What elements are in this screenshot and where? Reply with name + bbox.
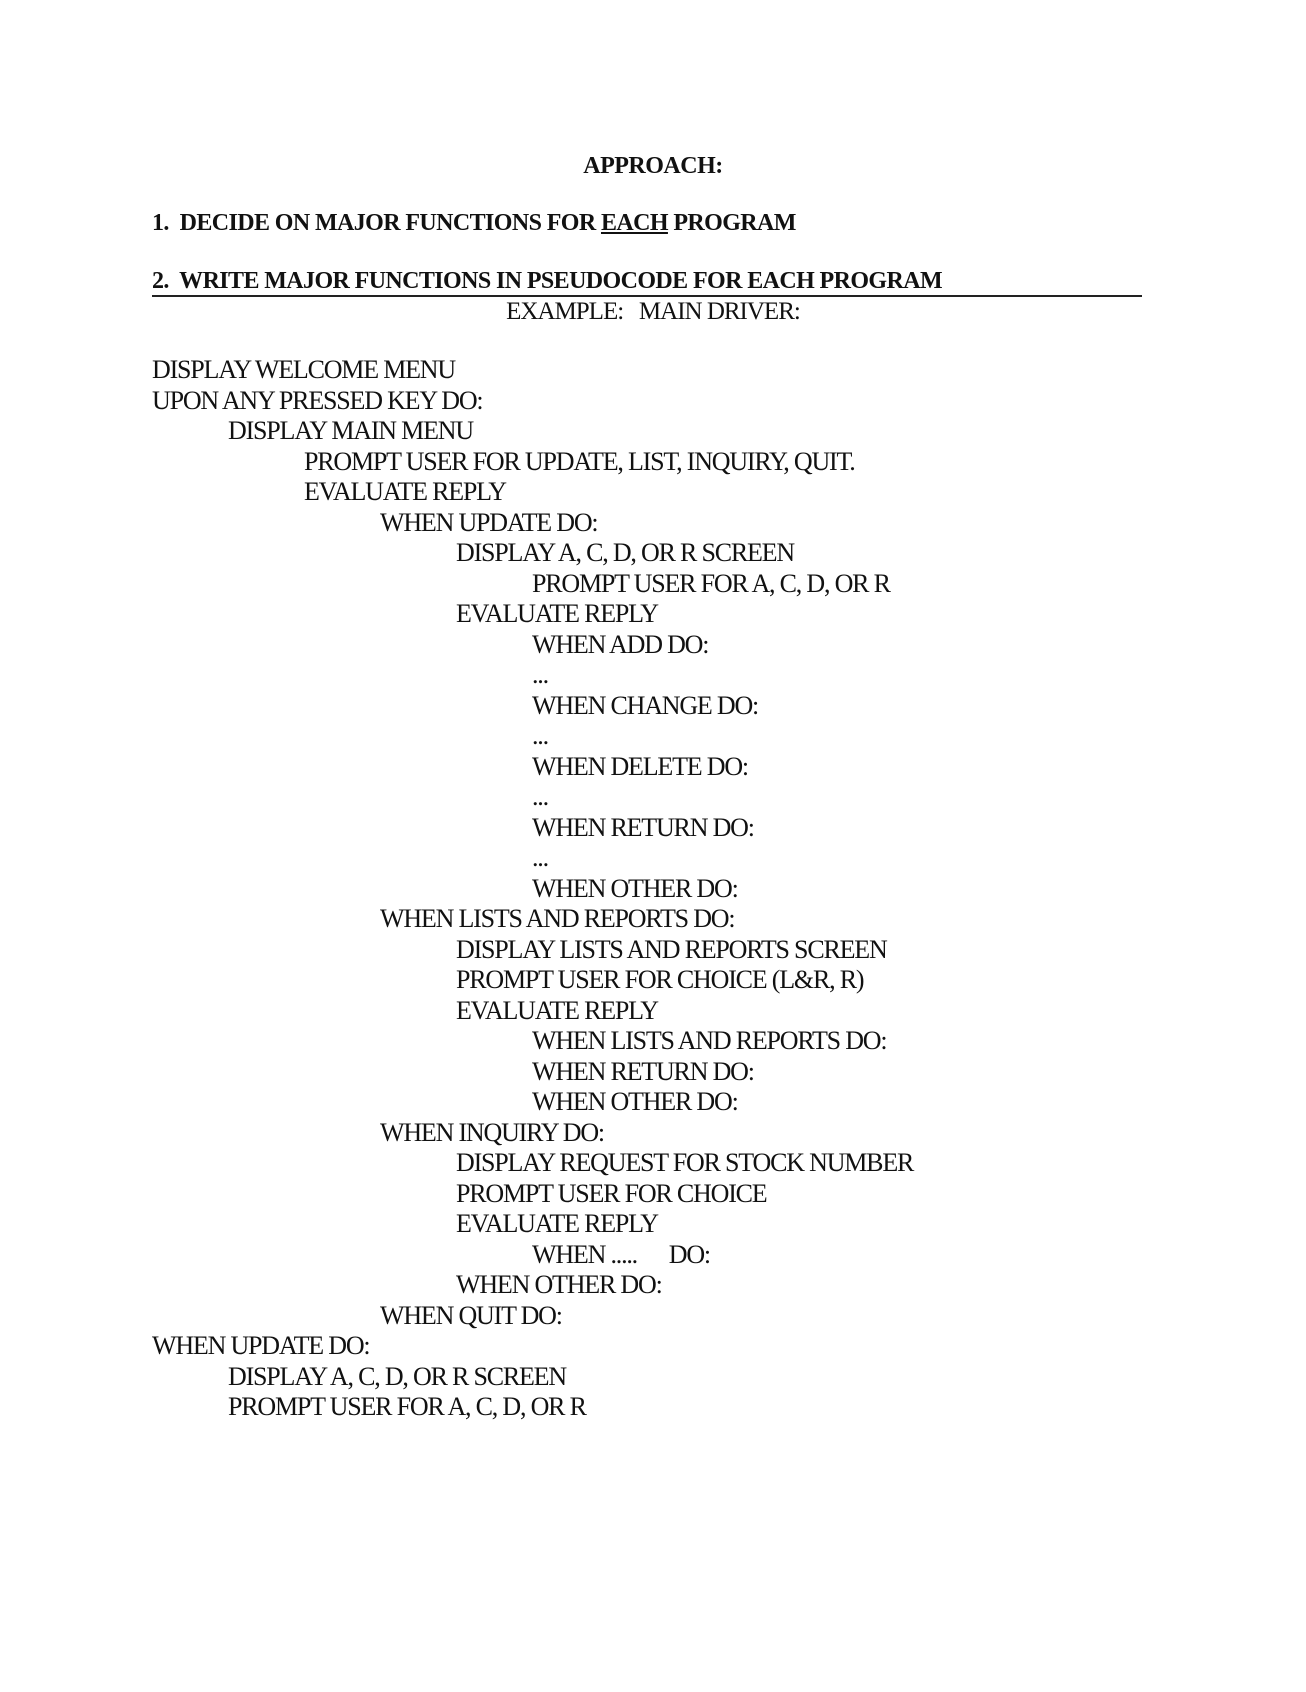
pseudocode-line: PROMPT USER FOR CHOICE [456, 1178, 767, 1208]
pseudocode-line: ... [532, 843, 548, 872]
pseudocode-line: EVALUATE REPLY [456, 599, 658, 628]
step-1-text-before: DECIDE ON MAJOR FUNCTIONS FOR [179, 210, 601, 236]
pseudocode-line: WHEN LISTS AND REPORTS DO: [380, 904, 735, 933]
pseudocode-line: DISPLAY A, C, D, OR R SCREEN [456, 538, 794, 567]
pseudocode-line: WHEN DELETE DO: [532, 751, 748, 781]
step-1-number: 1. [152, 210, 169, 236]
document-title: APPROACH: [583, 153, 723, 179]
step-1-text-after: PROGRAM [667, 210, 796, 236]
pseudocode-line: WHEN UPDATE DO: [152, 1331, 370, 1360]
pseudocode-line: ... [532, 721, 548, 750]
pseudocode-line: PROMPT USER FOR A, C, D, OR R [532, 568, 890, 598]
pseudocode-block [152, 355, 913, 1423]
pseudocode-line: WHEN QUIT DO: [380, 1300, 562, 1330]
pseudocode-line: EVALUATE REPLY [304, 477, 506, 506]
pseudocode-line: WHEN OTHER DO: [456, 1270, 662, 1299]
pseudocode-line: PROMPT USER FOR UPDATE, LIST, INQUIRY, QUIT. [304, 446, 855, 476]
pseudocode-line: UPON ANY PRESSED KEY DO: [152, 385, 483, 415]
pseudocode-line: DISPLAY REQUEST FOR STOCK NUMBER [456, 1148, 914, 1177]
pseudocode-line: DISPLAY MAIN MENU [228, 416, 473, 445]
pseudocode-line: WHEN OTHER DO: [532, 873, 738, 903]
pseudocode-line: ... [532, 660, 548, 689]
pseudocode-line: EVALUATE REPLY [456, 1209, 658, 1238]
pseudocode-line: PROMPT USER FOR CHOICE (L&R, R) [456, 965, 864, 994]
example-label: EXAMPLE: MAIN DRIVER: [506, 298, 800, 325]
pseudocode-line: ... [532, 782, 548, 811]
pseudocode-line: DISPLAY A, C, D, OR R SCREEN [228, 1361, 566, 1391]
pseudocode-line: WHEN RETURN DO: [532, 812, 754, 842]
pseudocode-line: PROMPT USER FOR A, C, D, OR R [228, 1392, 586, 1421]
pseudocode-line: EVALUATE REPLY [456, 995, 658, 1025]
pseudocode-line: WHEN RETURN DO: [532, 1056, 754, 1086]
pseudocode-line: WHEN UPDATE DO: [380, 507, 598, 537]
pseudocode-line: WHEN CHANGE DO: [532, 690, 759, 720]
pseudocode-line: WHEN ..... DO: [532, 1239, 710, 1269]
pseudocode-line: WHEN LISTS AND REPORTS DO: [532, 1026, 887, 1055]
pseudocode-line: WHEN INQUIRY DO: [380, 1117, 604, 1147]
pseudocode-line: WHEN OTHER DO: [532, 1087, 738, 1116]
step-2-heading: 2. WRITE MAJOR FUNCTIONS IN PSEUDOCODE FOR EACH PROGRAM [152, 268, 942, 294]
step-1-underlined-word: EACH [600, 210, 668, 236]
pseudocode-line: DISPLAY LISTS AND REPORTS SCREEN [456, 934, 887, 964]
step-1-heading [152, 208, 796, 238]
pseudocode-line: WHEN ADD DO: [532, 629, 709, 659]
pseudocode-line: DISPLAY WELCOME MENU [152, 355, 455, 384]
